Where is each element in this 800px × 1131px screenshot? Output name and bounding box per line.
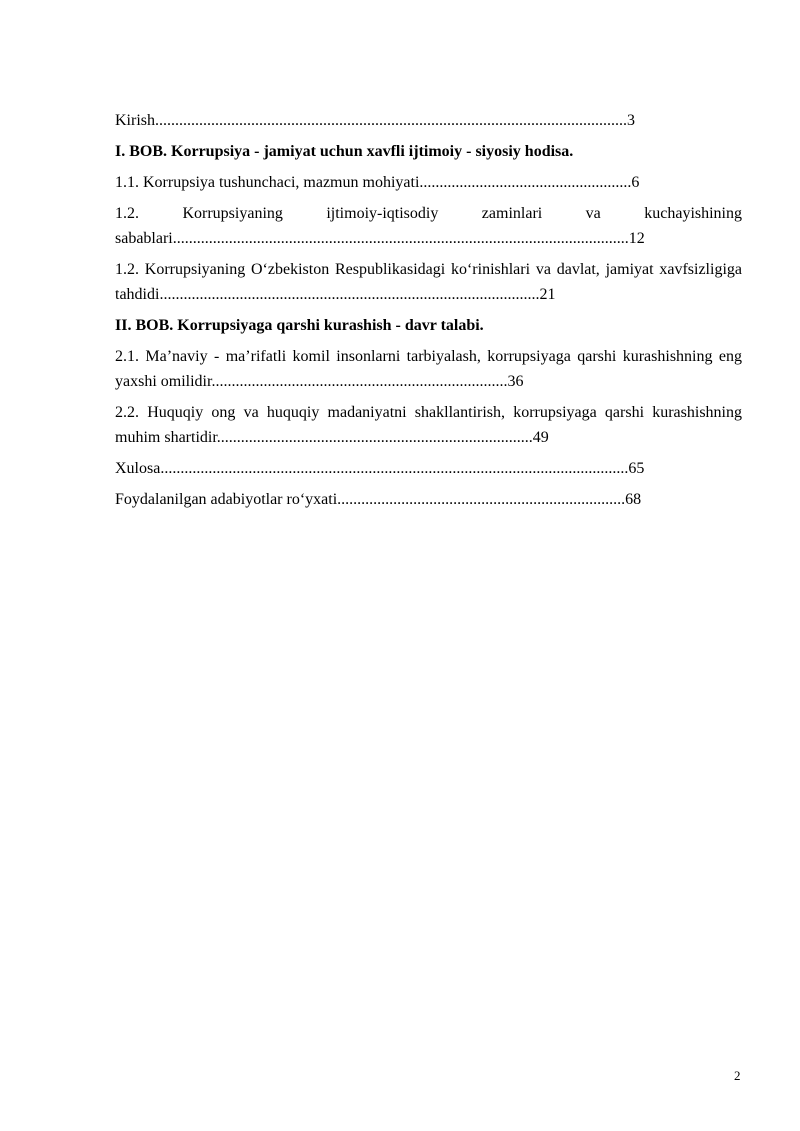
toc-entry-2-1: 2.1. Ma’naviy - ma’rifatli komil insonlarni tarbiyalash, korrupsiyaga qarshi kurashishning eng yaxshi omilidir..........................................................................36 — [115, 348, 742, 390]
toc-entry-1-2: 1.2. Korrupsiyaning ijtimoiy-iqtisodiy zaminlari va kuchayishining sabablari..................................................................................................................12 — [115, 205, 742, 247]
toc-entry-references: Foydalanilgan adabiyotlar ro‘yxati........................................................................68 — [115, 491, 642, 508]
table-of-contents — [115, 108, 742, 518]
toc-entry-1-1: 1.1. Korrupsiya tushunchaci, mazmun mohiyati.....................................................6 — [115, 174, 640, 191]
toc-entry-1-2b: 1.2. Korrupsiyaning O‘zbekiston Respublikasidagi ko‘rinishlari va davlat, jamiyat xavfsizligiga tahdidi...............................................................................................21 — [115, 261, 742, 303]
toc-chapter-2-heading: II. BOB. Korrupsiyaga qarshi kurashish - davr talabi. — [115, 317, 484, 334]
toc-entry-introduction: Kirish......................................................................................................................3 — [115, 112, 635, 129]
toc-entry-2-2: 2.2. Huquqiy ong va huquqiy madaniyatni shakllantirish, korrupsiyaga qarshi kurashishning muhim shartidir...............................................................................49 — [115, 404, 742, 446]
toc-entry-conclusion: Xulosa.....................................................................................................................65 — [115, 460, 645, 477]
toc-chapter-1-heading: I. BOB. Korrupsiya - jamiyat uchun xavfli ijtimoiy - siyosiy hodisa. — [115, 143, 574, 160]
page-number: 2 — [734, 1068, 741, 1083]
